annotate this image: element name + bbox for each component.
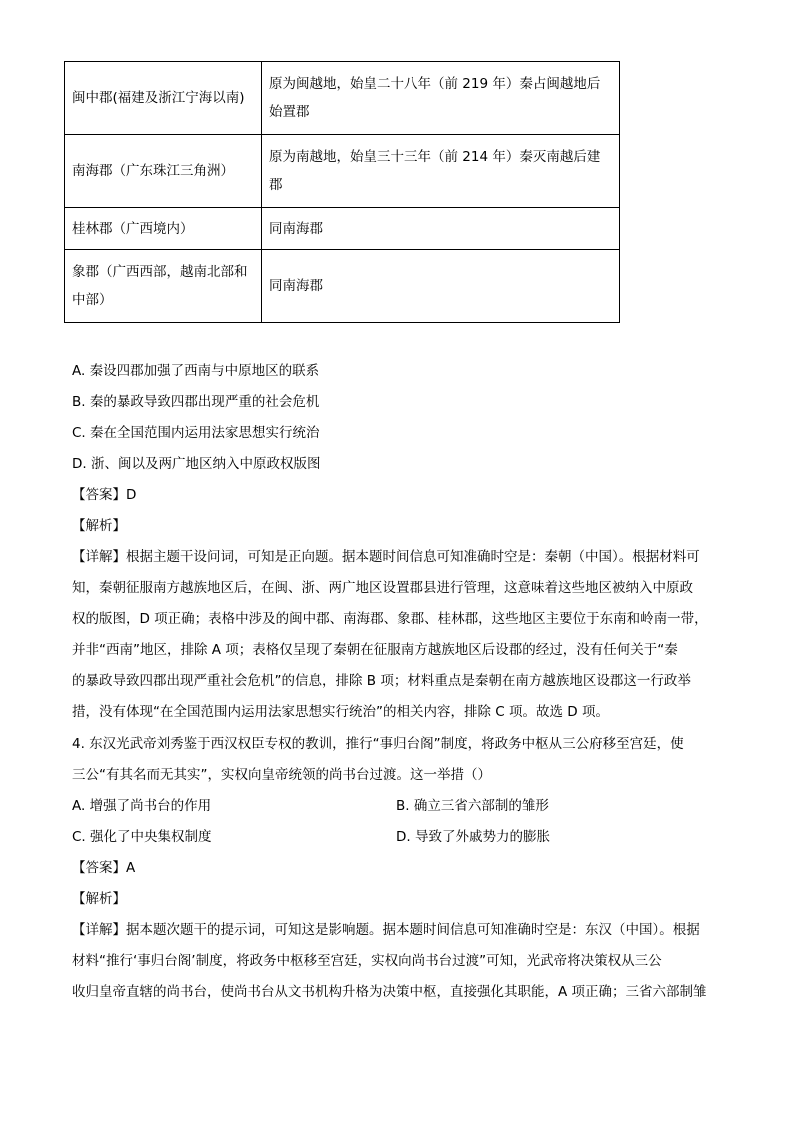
detail-line: 并非“西南”地区，排除 A 项；表格仅呈现了秦朝在征服南方越族地区后设郡的经过，没有任何关于“秦 — [72, 642, 678, 658]
options-row — [72, 822, 732, 853]
analysis-label: 【解析】 — [72, 518, 126, 534]
table-cell-note: 原为南越地，始皇三十三年（前 214 年）秦灭南越后建郡 — [262, 135, 620, 208]
detail-line: 知，秦朝征服南方越族地区后，在闽、浙、两广地区设置郡县进行管理，这意味着这些地区被纳入中原政 — [72, 580, 693, 596]
detail-line: 【详解】根据主题干设问词，可知是正向题。据本题时间信息可知准确时空是：秦朝（中国）。根据材料可 — [72, 549, 700, 565]
detail-line: 权的版图，D 项正确；表格中涉及的闽中郡、南海郡、象郡、桂林郡，这些地区主要位于东南和岭南一带， — [72, 611, 708, 627]
analysis-label: 【解析】 — [72, 891, 126, 907]
option-b: B. 确立三省六部制的雏形 — [396, 798, 549, 814]
answer-label: 【答案】A — [72, 860, 136, 876]
table-cell-note: 原为闽越地，始皇二十八年（前 219 年）秦占闽越地后始置郡 — [262, 62, 620, 135]
table-cell-region: 闽中郡(福建及浙江宁海以南) — [65, 62, 262, 135]
table-row — [65, 208, 620, 250]
table-cell-region: 桂林郡（广西境内） — [65, 208, 262, 250]
answer-label: 【答案】D — [72, 487, 137, 503]
table-cell-note: 同南海郡 — [262, 208, 620, 250]
detail-paragraph — [72, 915, 732, 1008]
option-c: C. 强化了中央集权制度 — [72, 829, 212, 845]
detail-line: 【详解】据本题次题干的提示词，可知这是影响题。据本题时间信息可知准确时空是：东汉（中国）。根据 — [72, 922, 700, 938]
options-row — [72, 791, 732, 822]
question-4-section — [72, 729, 732, 1008]
option-a: A. 增强了尚书台的作用 — [72, 798, 212, 814]
detail-paragraph — [72, 542, 732, 728]
question-3-section — [72, 356, 732, 728]
option-a: A. 秦设四郡加强了西南与中原地区的联系 — [72, 363, 320, 379]
detail-line: 材料“推行‘事归台阁’制度，将政务中枢移至宫廷，实权向尚书台过渡”可知，光武帝将决策权从三公 — [72, 953, 662, 969]
question-stem-line: 三公“有其名而无其实”，实权向皇帝统领的尚书台过渡。这一举措（） — [72, 767, 491, 783]
detail-line: 的暴政导致四郡出现严重社会危机”的信息，排除 B 项；材料重点是秦朝在南方越族地区设郡这一行政举 — [72, 673, 691, 689]
table-row — [65, 135, 620, 208]
option-d: D. 导致了外戚势力的膨胀 — [396, 829, 550, 845]
table-cell-region: 南海郡（广东珠江三角洲） — [65, 135, 262, 208]
table-row — [65, 250, 620, 323]
table-cell-note: 同南海郡 — [262, 250, 620, 323]
option-d: D. 浙、闽以及两广地区纳入中原政权版图 — [72, 456, 321, 472]
commandery-table — [64, 61, 620, 323]
table-cell-region: 象郡（广西西部，越南北部和中部） — [65, 250, 262, 323]
detail-line: 措，没有体现“在全国范围内运用法家思想实行统治”的相关内容，排除 C 项。故选 D 项。 — [72, 704, 609, 720]
detail-line: 收归皇帝直辖的尚书台，使尚书台从文书机构升格为决策中枢，直接强化其职能，A 项正确；三省六部制雏 — [72, 984, 707, 1000]
option-b: B. 秦的暴政导致四郡出现严重的社会危机 — [72, 394, 320, 410]
question-stem-line: 4. 东汉光武帝刘秀鉴于西汉权臣专权的教训，推行“事归台阁”制度，将政务中枢从三公府移至宫廷，使 — [72, 736, 684, 752]
option-c: C. 秦在全国范围内运用法家思想实行统治 — [72, 425, 320, 441]
table-row — [65, 62, 620, 135]
